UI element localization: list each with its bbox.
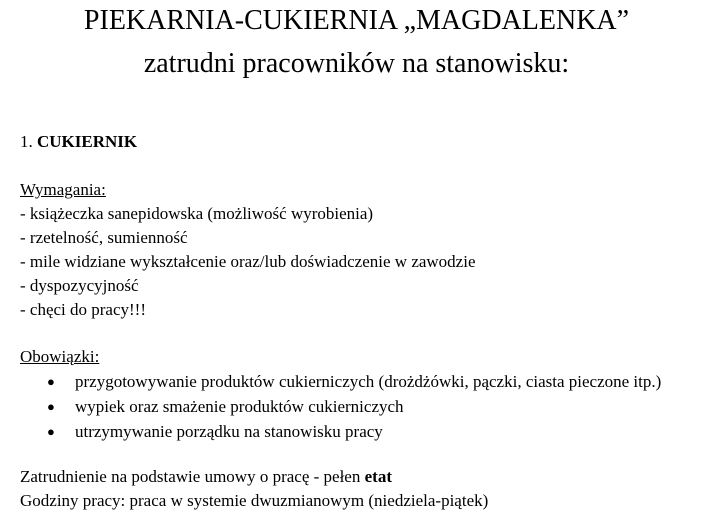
position-number: 1. [20,132,33,151]
position-name: CUKIERNIK [37,132,138,151]
requirements-heading: Wymagania: [20,180,106,199]
requirement-item: - chęci do pracy!!! [20,300,147,319]
requirement-item: - rzetelność, sumienność [20,228,188,247]
contract-type: etat [364,467,392,486]
requirement-item: - książeczka sanepidowska (możliwość wyrobienia) [20,204,374,223]
bullet-icon: ● [47,374,55,389]
bullet-icon: ● [47,399,55,414]
page-title: PIEKARNIA-CUKIERNIA „MAGDALENKA” [83,5,630,36]
contract-info [20,466,392,488]
bullet-icon: ● [47,424,55,439]
duty-item: utrzymywanie porządku na stanowisku pracy [75,422,383,441]
requirement-item: - mile widziane wykształcenie oraz/lub doświadczenie w zawodzie [20,252,476,271]
working-hours: Godziny pracy: praca w systemie dwuzmianowym (niedziela-piątek) [20,491,489,510]
contract-text: Zatrudnienie na podstawie umowy o pracę - pełen [20,467,365,486]
duties-heading: Obowiązki: [20,347,100,366]
position-heading [20,131,137,153]
duty-item: wypiek oraz smażenie produktów cukierniczych [75,397,404,416]
requirement-item: - dyspozycyjność [20,276,139,295]
page-subtitle: zatrudni pracowników na stanowisku: [143,48,570,79]
duty-item: przygotowywanie produktów cukierniczych (drożdżówki, pączki, ciasta pieczone itp.) [75,372,662,391]
